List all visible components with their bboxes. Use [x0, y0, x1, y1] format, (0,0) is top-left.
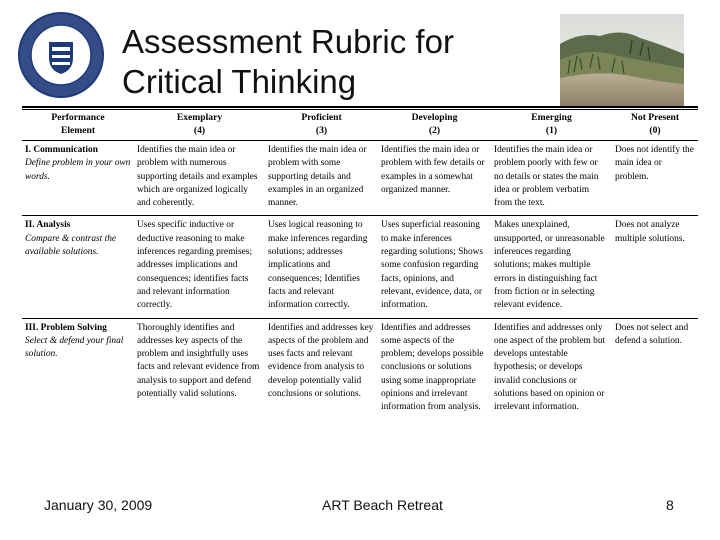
- cell-text: Thoroughly identifies and addresses key aspects of the problem and insightfully uses facts and relevant evidence from analysis to support and defend potentially valid solutions.: [137, 322, 260, 400]
- rubric-cell: [134, 318, 265, 420]
- header-divider: [22, 106, 698, 108]
- rubric-cell: [134, 216, 265, 318]
- column-header: [134, 110, 265, 141]
- page-title: [122, 22, 454, 102]
- criterion-name: I. Communication: [25, 145, 98, 155]
- criterion-description: Compare & contrast the available solutions.: [25, 233, 117, 258]
- cell-text: Does not select and defend a solution.: [615, 322, 689, 346]
- rubric-cell: [612, 318, 698, 420]
- footer-date: January 30, 2009: [44, 497, 153, 513]
- criterion-description: Select & defend your final solution.: [25, 335, 124, 360]
- rubric-cell: [491, 141, 612, 216]
- column-score: (4): [193, 124, 206, 136]
- column-header: [612, 110, 698, 141]
- column-score: (2): [428, 124, 441, 136]
- cell-text: Uses logical reasoning to make inferences regarding solutions; addresses implications and consequences; Identifies facts and relevant information correctly.: [268, 220, 368, 311]
- table-row: [22, 318, 698, 420]
- rubric-cell: [378, 141, 491, 216]
- criterion-name: III. Problem Solving: [25, 322, 107, 333]
- rubric-cell: [378, 216, 491, 318]
- column-header: [265, 110, 378, 141]
- column-score: (3): [315, 124, 328, 136]
- footer-event: ART Beach Retreat: [322, 497, 443, 513]
- title-line-1: Assessment Rubric for: [122, 23, 454, 60]
- cell-text: Identifies and addresses only one aspect of the problem but develops untestable hypothesis; or develops invalid conclusions or solutions based on opinion or irrelevant information.: [494, 322, 606, 413]
- column-header: [22, 110, 134, 141]
- beach-dune-photo: [560, 14, 684, 106]
- column-name: Performance: [51, 112, 105, 123]
- table-row: [22, 216, 698, 318]
- title-line-2: Critical Thinking: [122, 63, 357, 100]
- rubric-cell: [491, 318, 612, 420]
- cell-text: Identifies the main idea or problem poorly with few or no details or states the main idea or problem verbatim from the text.: [494, 145, 599, 209]
- criterion-cell: [22, 318, 134, 420]
- column-name: Proficient: [301, 112, 342, 123]
- rubric-cell: [134, 141, 265, 216]
- cell-text: Identifies the main idea or problem with numerous supporting details and examples which are organized logically and coherently.: [137, 145, 258, 209]
- rubric-table: [22, 110, 698, 420]
- cell-text: Identifies the main idea or problem with few details or examples in a somewhat organized manner.: [381, 145, 485, 195]
- criterion-name: II. Analysis: [25, 220, 71, 231]
- column-name: Exemplary: [176, 112, 223, 123]
- cell-text: Makes unexplained, unsupported, or unreasonable inferences regarding solutions; makes multiple errors in distinguishing fact from fiction or in selecting relevant evidence.: [494, 220, 605, 311]
- table-row: [22, 141, 698, 216]
- rubric-cell: [265, 141, 378, 216]
- cell-text: Does not analyze multiple solutions.: [615, 220, 685, 244]
- rubric-cell: [265, 216, 378, 318]
- rubric-cell: [612, 216, 698, 318]
- cell-text: Identifies and addresses key aspects of the problem and uses facts and relevant evidence from analysis to develop potentially valid conclusions or solutions.: [268, 322, 374, 400]
- column-name: Developing: [411, 112, 458, 123]
- rubric-cell: [491, 216, 612, 318]
- criterion-cell: [22, 216, 134, 318]
- cell-text: Uses superficial reasoning to make inferences regarding solutions; Shows some confusion regarding facts, opinions, and relevant, evidence, data, or information.: [381, 220, 484, 311]
- column-score: (0): [649, 124, 661, 136]
- rubric-cell: [612, 141, 698, 216]
- column-name: Not Present: [630, 112, 680, 123]
- criterion-cell: [22, 141, 134, 216]
- column-score: Element: [60, 124, 96, 136]
- column-header: [491, 110, 612, 141]
- cell-text: Uses specific inductive or deductive reasoning to make inferences regarding premises; addresses implications and consequences; identifies facts and relevant information correctly.: [137, 220, 253, 311]
- column-score: (1): [545, 124, 558, 136]
- rubric-cell: [378, 318, 491, 420]
- cell-text: Does not identify the main idea or problem.: [615, 145, 694, 182]
- cell-text: Identifies and addresses some aspects of the problem; develops possible conclusions or solutions using some inappropriate opinions and irrelevant information from analysis.: [381, 322, 484, 413]
- column-header: [378, 110, 491, 141]
- column-name: Emerging: [531, 112, 572, 123]
- table-header-row: [22, 110, 698, 141]
- college-seal-icon: [18, 12, 104, 98]
- page-number: 8: [666, 497, 674, 513]
- cell-text: Identifies the main idea or problem with some supporting details and examples in an organized manner.: [268, 145, 367, 209]
- rubric-cell: [265, 318, 378, 420]
- criterion-description: Define problem in your own words.: [25, 158, 131, 182]
